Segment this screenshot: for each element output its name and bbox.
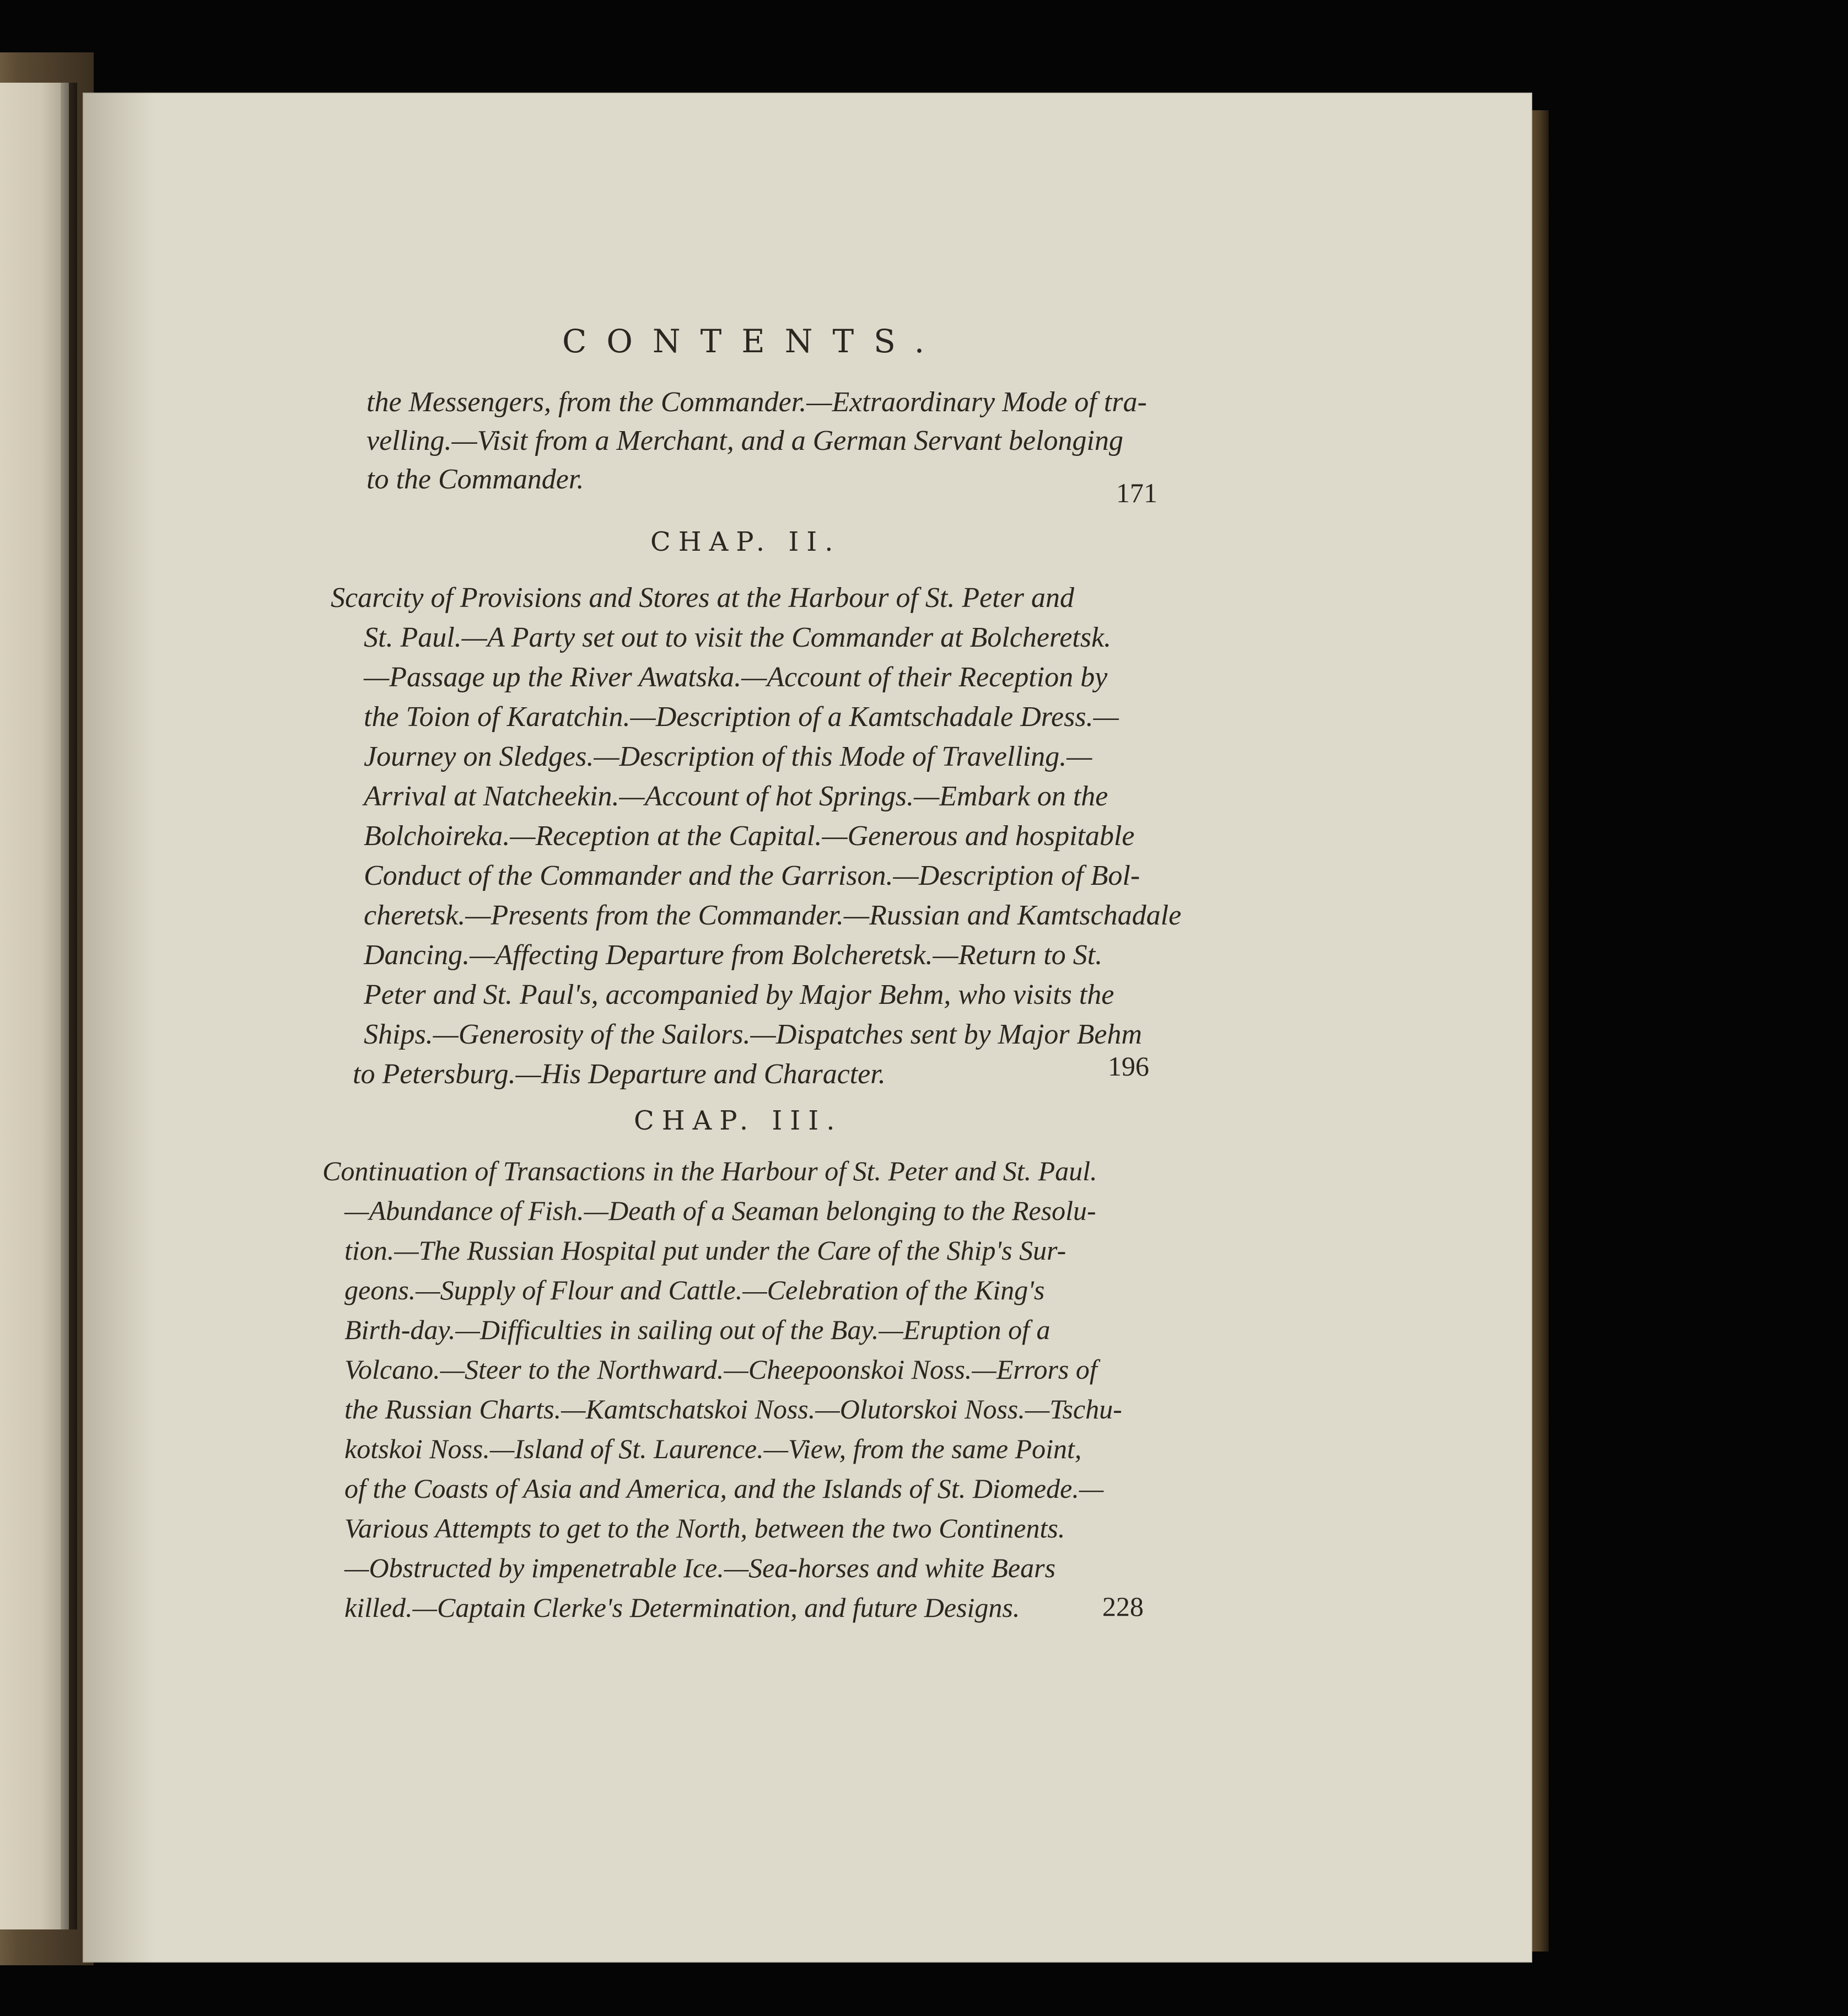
entry-line: the Toion of Karatchin.—Description of a Kamtschadale Dress.—: [364, 701, 1119, 733]
entry-line: Scarcity of Provisions and Stores at the Harbour of St. Peter and: [331, 582, 1074, 614]
entry-line: to Petersburg.—His Departure and Character.: [353, 1058, 886, 1090]
entry-line: Dancing.—Affecting Departure from Bolcheretsk.—Return to St.: [364, 939, 1103, 971]
entry-line: Birth-day.—Difficulties in sailing out of the Bay.—Eruption of a: [344, 1314, 1050, 1345]
chapter-heading: CHAP. II.: [650, 526, 841, 557]
running-head: CONTENTS.: [562, 322, 945, 360]
entry-line: Conduct of the Commander and the Garrison.—Description of Bol-: [364, 860, 1140, 891]
entry-line: —Obstructed by impenetrable Ice.—Sea-horses and white Bears: [344, 1552, 1056, 1583]
left-page-edge: [0, 83, 69, 1929]
chapter-heading: CHAP. III.: [634, 1105, 843, 1136]
entry-line: —Passage up the River Awatska.—Account of their Reception by: [364, 662, 1108, 693]
entry-line: Peter and St. Paul's, accompanied by Major Behm, who visits the: [364, 979, 1114, 1010]
entry-line: geons.—Supply of Flour and Cattle.—Celebration of the King's: [344, 1275, 1045, 1305]
page-number: 171: [1116, 477, 1157, 508]
entry-line: cheretsk.—Presents from the Commander.—Russian and Kamtschadale: [364, 900, 1182, 931]
entry-line: Ships.—Generosity of the Sailors.—Dispatches sent by Major Behm: [364, 1019, 1143, 1050]
continuation-entry: [367, 386, 1193, 507]
gutter-shadow: [61, 83, 77, 1929]
page-gutter-shade: [83, 93, 154, 1963]
entry-line: to the Commander.: [367, 464, 584, 495]
entry-line: Various Attempts to get to the North, between the two Continents.: [344, 1513, 1065, 1544]
chapter-summary: [322, 1155, 1182, 1623]
entry-line: Continuation of Transactions in the Harbour of St. Peter and St. Paul.: [322, 1155, 1097, 1186]
page-number: 196: [1108, 1051, 1149, 1082]
entry-line: Bolchoireka.—Reception at the Capital.—Generous and hospitable: [364, 820, 1135, 852]
entry-line: velling.—Visit from a Merchant, and a German Servant belonging: [367, 425, 1123, 456]
entry-line: St. Paul.—A Party set out to visit the Commander at Bolcheretsk.: [364, 622, 1112, 653]
entry-line: the Messengers, from the Commander.—Extraordinary Mode of tra-: [367, 386, 1147, 418]
entry-line: Arrival at Natcheekin.—Account of hot Springs.—Embark on the: [364, 781, 1108, 812]
page-number: 228: [1102, 1591, 1144, 1622]
entry-line: Volcano.—Steer to the Northward.—Cheepoonskoi Noss.—Errors of: [344, 1354, 1097, 1385]
chapter-summary: [331, 582, 1182, 1090]
entry-line: —Abundance of Fish.—Death of a Seaman belonging to the Resolu-: [344, 1195, 1096, 1226]
entry-line: the Russian Charts.—Kamtschatskoi Noss.—Olutorskoi Noss.—Tschu-: [344, 1394, 1122, 1424]
entry-line: killed.—Captain Clerke's Determination, and future Designs.: [344, 1592, 1020, 1623]
entry-line: kotskoi Noss.—Island of St. Laurence.—View, from the same Point,: [344, 1433, 1082, 1464]
entry-line: Journey on Sledges.—Description of this Mode of Travelling.—: [364, 741, 1092, 772]
entry-line: tion.—The Russian Hospital put under the Care of the Ship's Sur-: [344, 1235, 1066, 1266]
entry-line: of the Coasts of Asia and America, and the Islands of St. Diomede.—: [344, 1473, 1104, 1504]
